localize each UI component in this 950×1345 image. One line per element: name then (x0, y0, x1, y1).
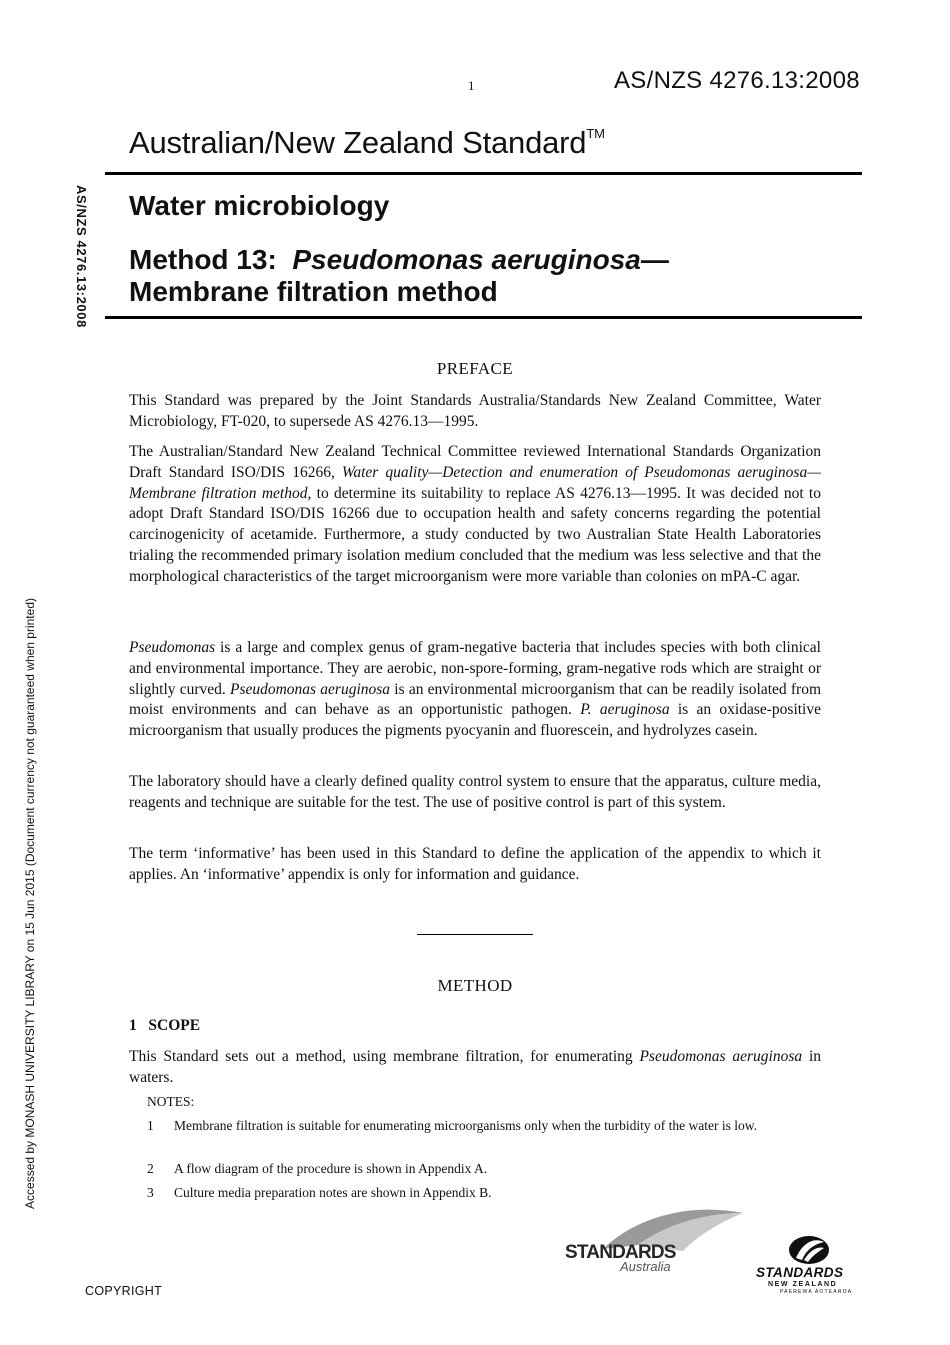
note-number: 1 (147, 1118, 154, 1133)
notes-label: NOTES: (147, 1094, 195, 1109)
method-prefix: Method 13: (129, 244, 293, 275)
scope-organism: Pseudomonas aeruginosa (639, 1048, 803, 1065)
preface-paragraph-4: The laboratory should have a clearly defined quality control system to ensure that the apparatus, culture media, reagents and technique are suitable for the test. The use of positive control is part of this system. (129, 773, 821, 811)
title-line-2 (129, 244, 669, 276)
p3-text-c: is an oxidase-positive microorganism that usually produces the pigments pyocyanin and fluorescein, and hydrolyzes casein. (129, 701, 821, 740)
preface-heading: PREFACE (436, 359, 514, 378)
logo-nz-maori: PAEREWA AOTEAROA (780, 1289, 853, 1295)
copyright-notice: COPYRIGHT (85, 1284, 163, 1298)
logo-sa-subtitle: Australia (620, 1259, 671, 1274)
p3-text-b: is an environmental microorganism that can be readily isolated from moist environments and can behave as an opportunistic pathogen. (129, 680, 821, 719)
preface-paragraph-3 (129, 638, 821, 742)
logo-nz-wordmark: STANDARDS (756, 1265, 844, 1280)
fern-swirl-icon (786, 1232, 832, 1268)
standard-number: AS/NZS 4276.13:2008 (614, 67, 860, 94)
note-item (147, 1159, 822, 1178)
trademark-mark: TM (586, 125, 605, 141)
p3-text-a: is a large and complex genus of gram-negative bacteria that includes species with both clinical and environmental importance. They are aerobic, non-spore-forming, gram-negative rods which are straight or slightly curved. (129, 639, 821, 698)
scope-text-a: This Standard sets out a method, using membrane filtration, for enumerating (129, 1048, 640, 1065)
species-abbrev: P. aeruginosa (580, 701, 670, 719)
logo-sa-wordmark: STANDARDS (565, 1242, 676, 1263)
preface-paragraph-2 (129, 442, 821, 588)
title-bottom-rule (105, 316, 862, 319)
scope-paragraph (129, 1047, 821, 1089)
standard-type-heading (129, 125, 605, 161)
note-text: Culture media preparation notes are shown in Appendix B. (174, 1185, 492, 1200)
genus-name: Pseudomonas (129, 639, 216, 656)
note-item (147, 1116, 822, 1135)
top-rule (105, 172, 862, 175)
note-item (147, 1183, 822, 1202)
organism-name: Pseudomonas aeruginosa (292, 244, 641, 275)
title-line-3: Membrane filtration method (129, 276, 498, 307)
note-number: 2 (147, 1161, 154, 1176)
note-number: 3 (147, 1185, 154, 1200)
species-name: Pseudomonas aeruginosa (229, 680, 391, 698)
scope-text-b: in waters. (129, 1048, 822, 1086)
logo-nz-country: NEW ZEALAND (768, 1281, 838, 1288)
note-text: A flow diagram of the procedure is shown in Appendix A. (174, 1161, 488, 1176)
title-dash: — (640, 244, 669, 275)
method-heading: METHOD (437, 976, 513, 995)
p2-text-b: , to determine its suitability to replace AS 4276.13—1995. It was decided not to adopt Draft Standard ISO/DIS 16266 due to occupation health and safety concerns regarding the potential carcinogenicity of acetamide. Furthermore, a study conducted by two Australian State Health Laboratories trialing the recommended primary isolation medium concluded that the medium was less selective and that the morphological characteristics of the target microorganism were more variable than colonies on mPA-C agar. (129, 484, 821, 585)
preface-paragraph-5: The term ‘informative’ has been used in this Standard to define the application of the appendix to which it applies. An ‘informative’ appendix is only for information and guidance. (129, 845, 821, 883)
preface-paragraph-1: This Standard was prepared by the Joint Standards Australia/Standards New Zealand Committee, Water Microbiology, FT-020, to supersede AS 4276.13—1995. (129, 392, 821, 430)
p2-text-a: The Australian/Standard New Zealand Technical Committee reviewed International Standards Organization Draft Standard ISO/DIS 16266, (129, 443, 821, 481)
standard-type-text: Australian/New Zealand Standard (129, 125, 587, 160)
standards-new-zealand-logo (752, 1232, 872, 1302)
note-text: Membrane filtration is suitable for enumerating microorganisms only when the turbidity of the water is low. (174, 1118, 757, 1133)
side-standard-number: AS/NZS 4276.13:2008 (74, 185, 89, 328)
p2-cited-title: Water quality—Detection and enumeration of Pseudomonas aeruginosa—Membrane filtration method (129, 463, 821, 502)
title-line-1: Water microbiology (129, 190, 390, 221)
page-number: 1 (468, 78, 475, 93)
section-divider (417, 934, 533, 935)
standards-australia-logo (560, 1205, 750, 1285)
access-note: Accessed by MONASH UNIVERSITY LIBRARY on 15 Jun 2015 (Document currency not guaranteed when printed) (23, 598, 37, 1209)
scope-heading: 1 SCOPE (129, 1017, 201, 1034)
